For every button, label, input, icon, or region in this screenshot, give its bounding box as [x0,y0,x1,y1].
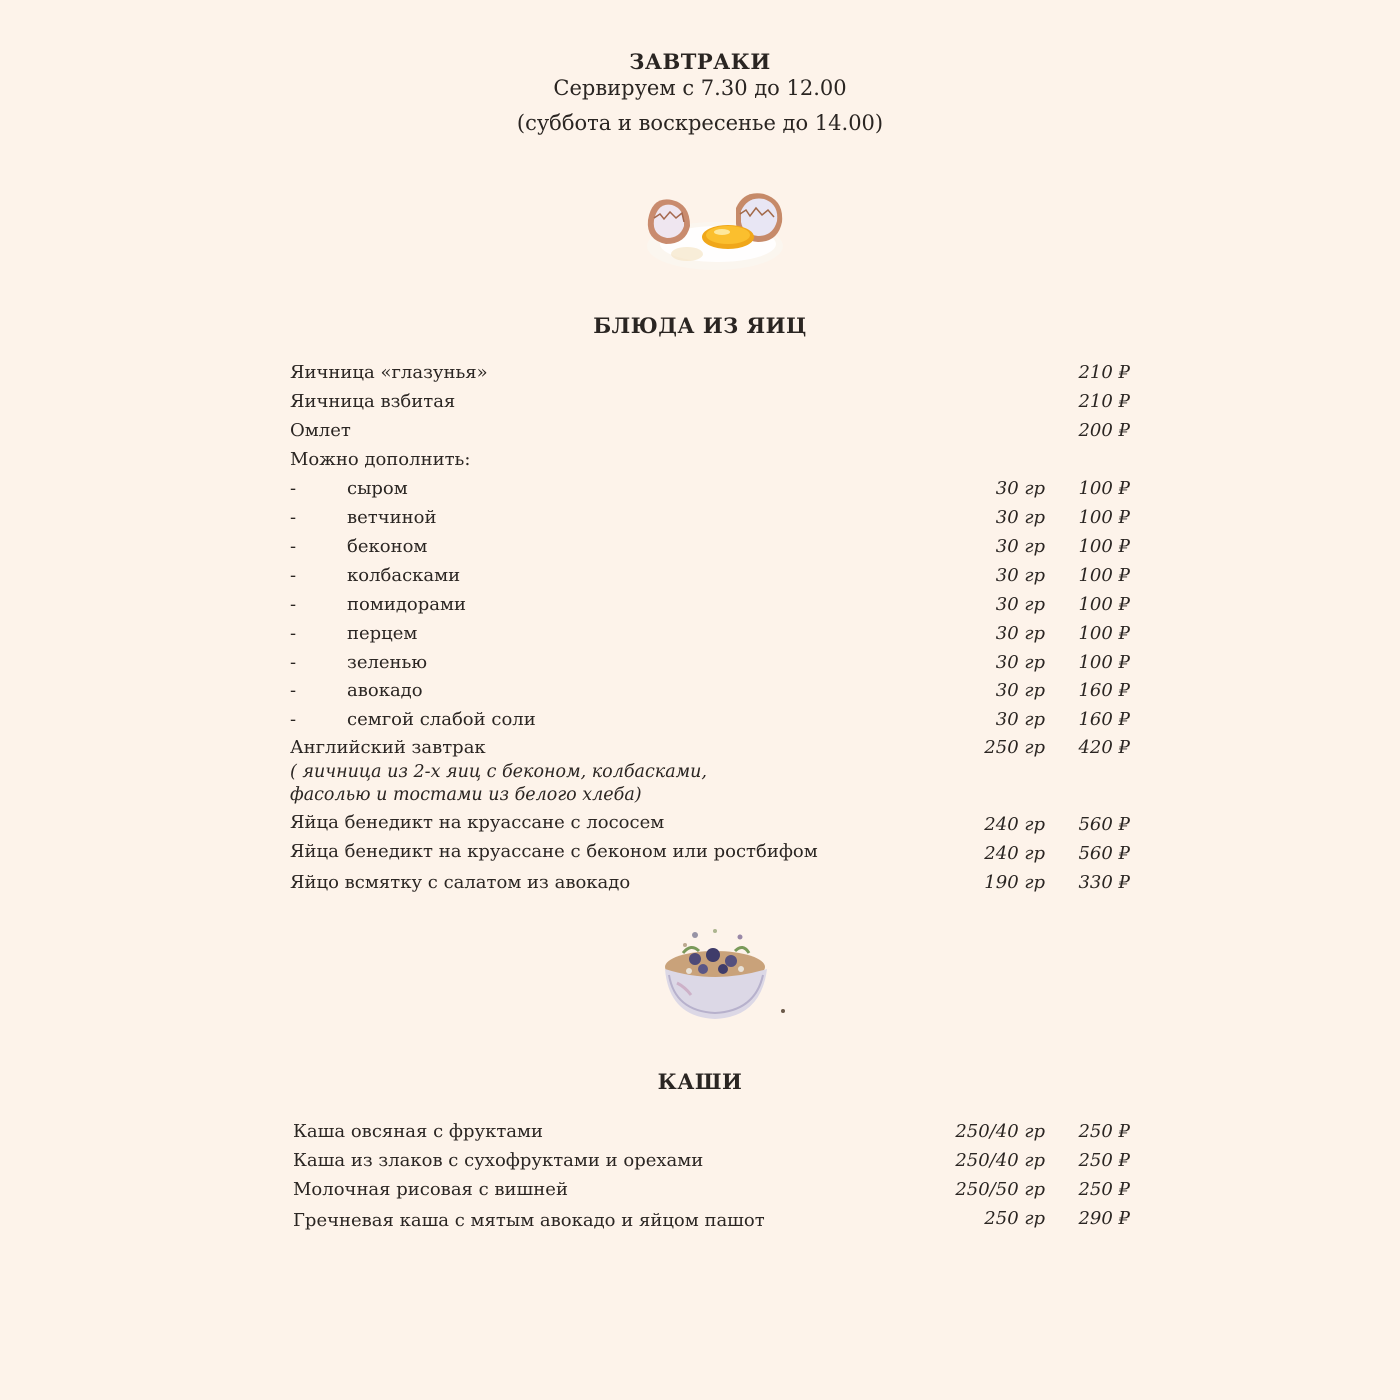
item-weight: 30 гр [995,709,1045,730]
item-price: 420 ₽ [1078,737,1130,758]
item-price: 250 ₽ [1078,1121,1130,1142]
dash: - [290,536,297,557]
item-price: 210 ₽ [1078,362,1130,383]
menu-item [0,1150,1400,1176]
item-price: 100 ₽ [1078,594,1130,615]
addon-item [0,594,1400,620]
addon-item [0,709,1400,735]
item-price: 250 ₽ [1078,1150,1130,1171]
item-weight: 250/40 гр [955,1121,1045,1142]
item-price: 200 ₽ [1078,420,1130,441]
dash: - [290,594,297,615]
porridge-bowl-icon [655,925,795,1030]
item-weight: 240 гр [984,814,1045,835]
item-weight: 30 гр [995,594,1045,615]
section-title-eggs: БЛЮДА ИЗ ЯИЦ [593,313,807,338]
dash: - [290,478,297,499]
item-name: Яйцо всмятку с салатом из авокадо [290,872,631,893]
addon-item [0,623,1400,649]
item-name: ветчиной [347,507,437,528]
menu-item [0,812,1400,838]
item-name: перцем [347,623,418,644]
item-price: 250 ₽ [1078,1179,1130,1200]
item-weight: 30 гр [995,623,1045,644]
item-price: 290 ₽ [1078,1208,1130,1229]
item-weight: 250 гр [984,737,1045,758]
addon-item [0,565,1400,591]
addon-item [0,680,1400,706]
dash: - [290,680,297,701]
item-price: 100 ₽ [1078,652,1130,673]
item-price: 100 ₽ [1078,565,1130,586]
item-price: 560 ₽ [1078,843,1130,864]
item-price: 560 ₽ [1078,814,1130,835]
addon-item [0,536,1400,562]
item-note: фасолью и тостами из белого хлеба) [290,785,642,805]
item-weight: 30 гр [995,536,1045,557]
dash: - [290,623,297,644]
item-weight: 250/50 гр [955,1179,1045,1200]
item-weight: 190 гр [984,872,1045,893]
serving-hours: Сервируем с 7.30 до 12.00 [553,76,847,100]
menu-item [0,1210,1400,1236]
item-name: Яичница взбитая [290,391,456,412]
item-name: колбасками [347,565,461,586]
item-weight: 30 гр [995,680,1045,701]
item-name: Яйца бенедикт на круассане с беконом или ростбифом [290,841,818,862]
item-name: Яйца бенедикт на круассане с лососем [290,812,665,833]
addon-item [0,478,1400,504]
menu-title: ЗАВТРАКИ [629,49,771,74]
item-name: Можно дополнить: [290,449,471,470]
menu-item [0,1179,1400,1205]
item-name: авокадо [347,680,423,701]
section-title-porridge: КАШИ [657,1069,743,1094]
item-price: 210 ₽ [1078,391,1130,412]
item-price: 100 ₽ [1078,536,1130,557]
addon-item [0,652,1400,678]
item-name: Гречневая каша с мятым авокадо и яйцом пашот [293,1210,765,1231]
item-weight: 30 гр [995,565,1045,586]
item-price: 100 ₽ [1078,478,1130,499]
addon-item [0,507,1400,533]
item-price: 160 ₽ [1078,709,1130,730]
menu-item [0,391,1400,417]
item-name: Омлет [290,420,351,441]
item-weight: 240 гр [984,843,1045,864]
item-price: 160 ₽ [1078,680,1130,701]
menu-item-english-breakfast [0,737,1400,763]
item-price: 330 ₽ [1078,872,1130,893]
cracked-egg-icon [640,188,790,280]
item-weight: 30 гр [995,652,1045,673]
weekend-hours: (суббота и воскресенье до 14.00) [516,111,884,135]
item-weight: 250 гр [984,1208,1045,1229]
dash: - [290,507,297,528]
menu-item [0,1121,1400,1147]
item-name: Каша овсяная с фруктами [293,1121,544,1142]
dash: - [290,652,297,673]
dash: - [290,565,297,586]
menu-item [0,841,1400,867]
item-name: беконом [347,536,428,557]
item-name: Каша из злаков с сухофруктами и орехами [293,1150,704,1171]
dash: - [290,709,297,730]
item-name: семгой слабой соли [347,709,536,730]
item-note: ( яичница из 2-х яиц с беконом, колбасками, [290,762,707,782]
item-name: сыром [347,478,408,499]
item-weight: 30 гр [995,478,1045,499]
item-weight: 250/40 гр [955,1150,1045,1171]
menu-item [0,420,1400,446]
addons-heading [0,449,1400,475]
menu-item [0,872,1400,898]
item-price: 100 ₽ [1078,623,1130,644]
item-name: Молочная рисовая с вишней [293,1179,568,1200]
item-name: помидорами [347,594,467,615]
item-price: 100 ₽ [1078,507,1130,528]
item-name: Яичница «глазунья» [290,362,488,383]
item-weight: 30 гр [995,507,1045,528]
menu-item [0,362,1400,388]
item-name: Английский завтрак [290,737,486,758]
item-name: зеленью [347,652,428,673]
